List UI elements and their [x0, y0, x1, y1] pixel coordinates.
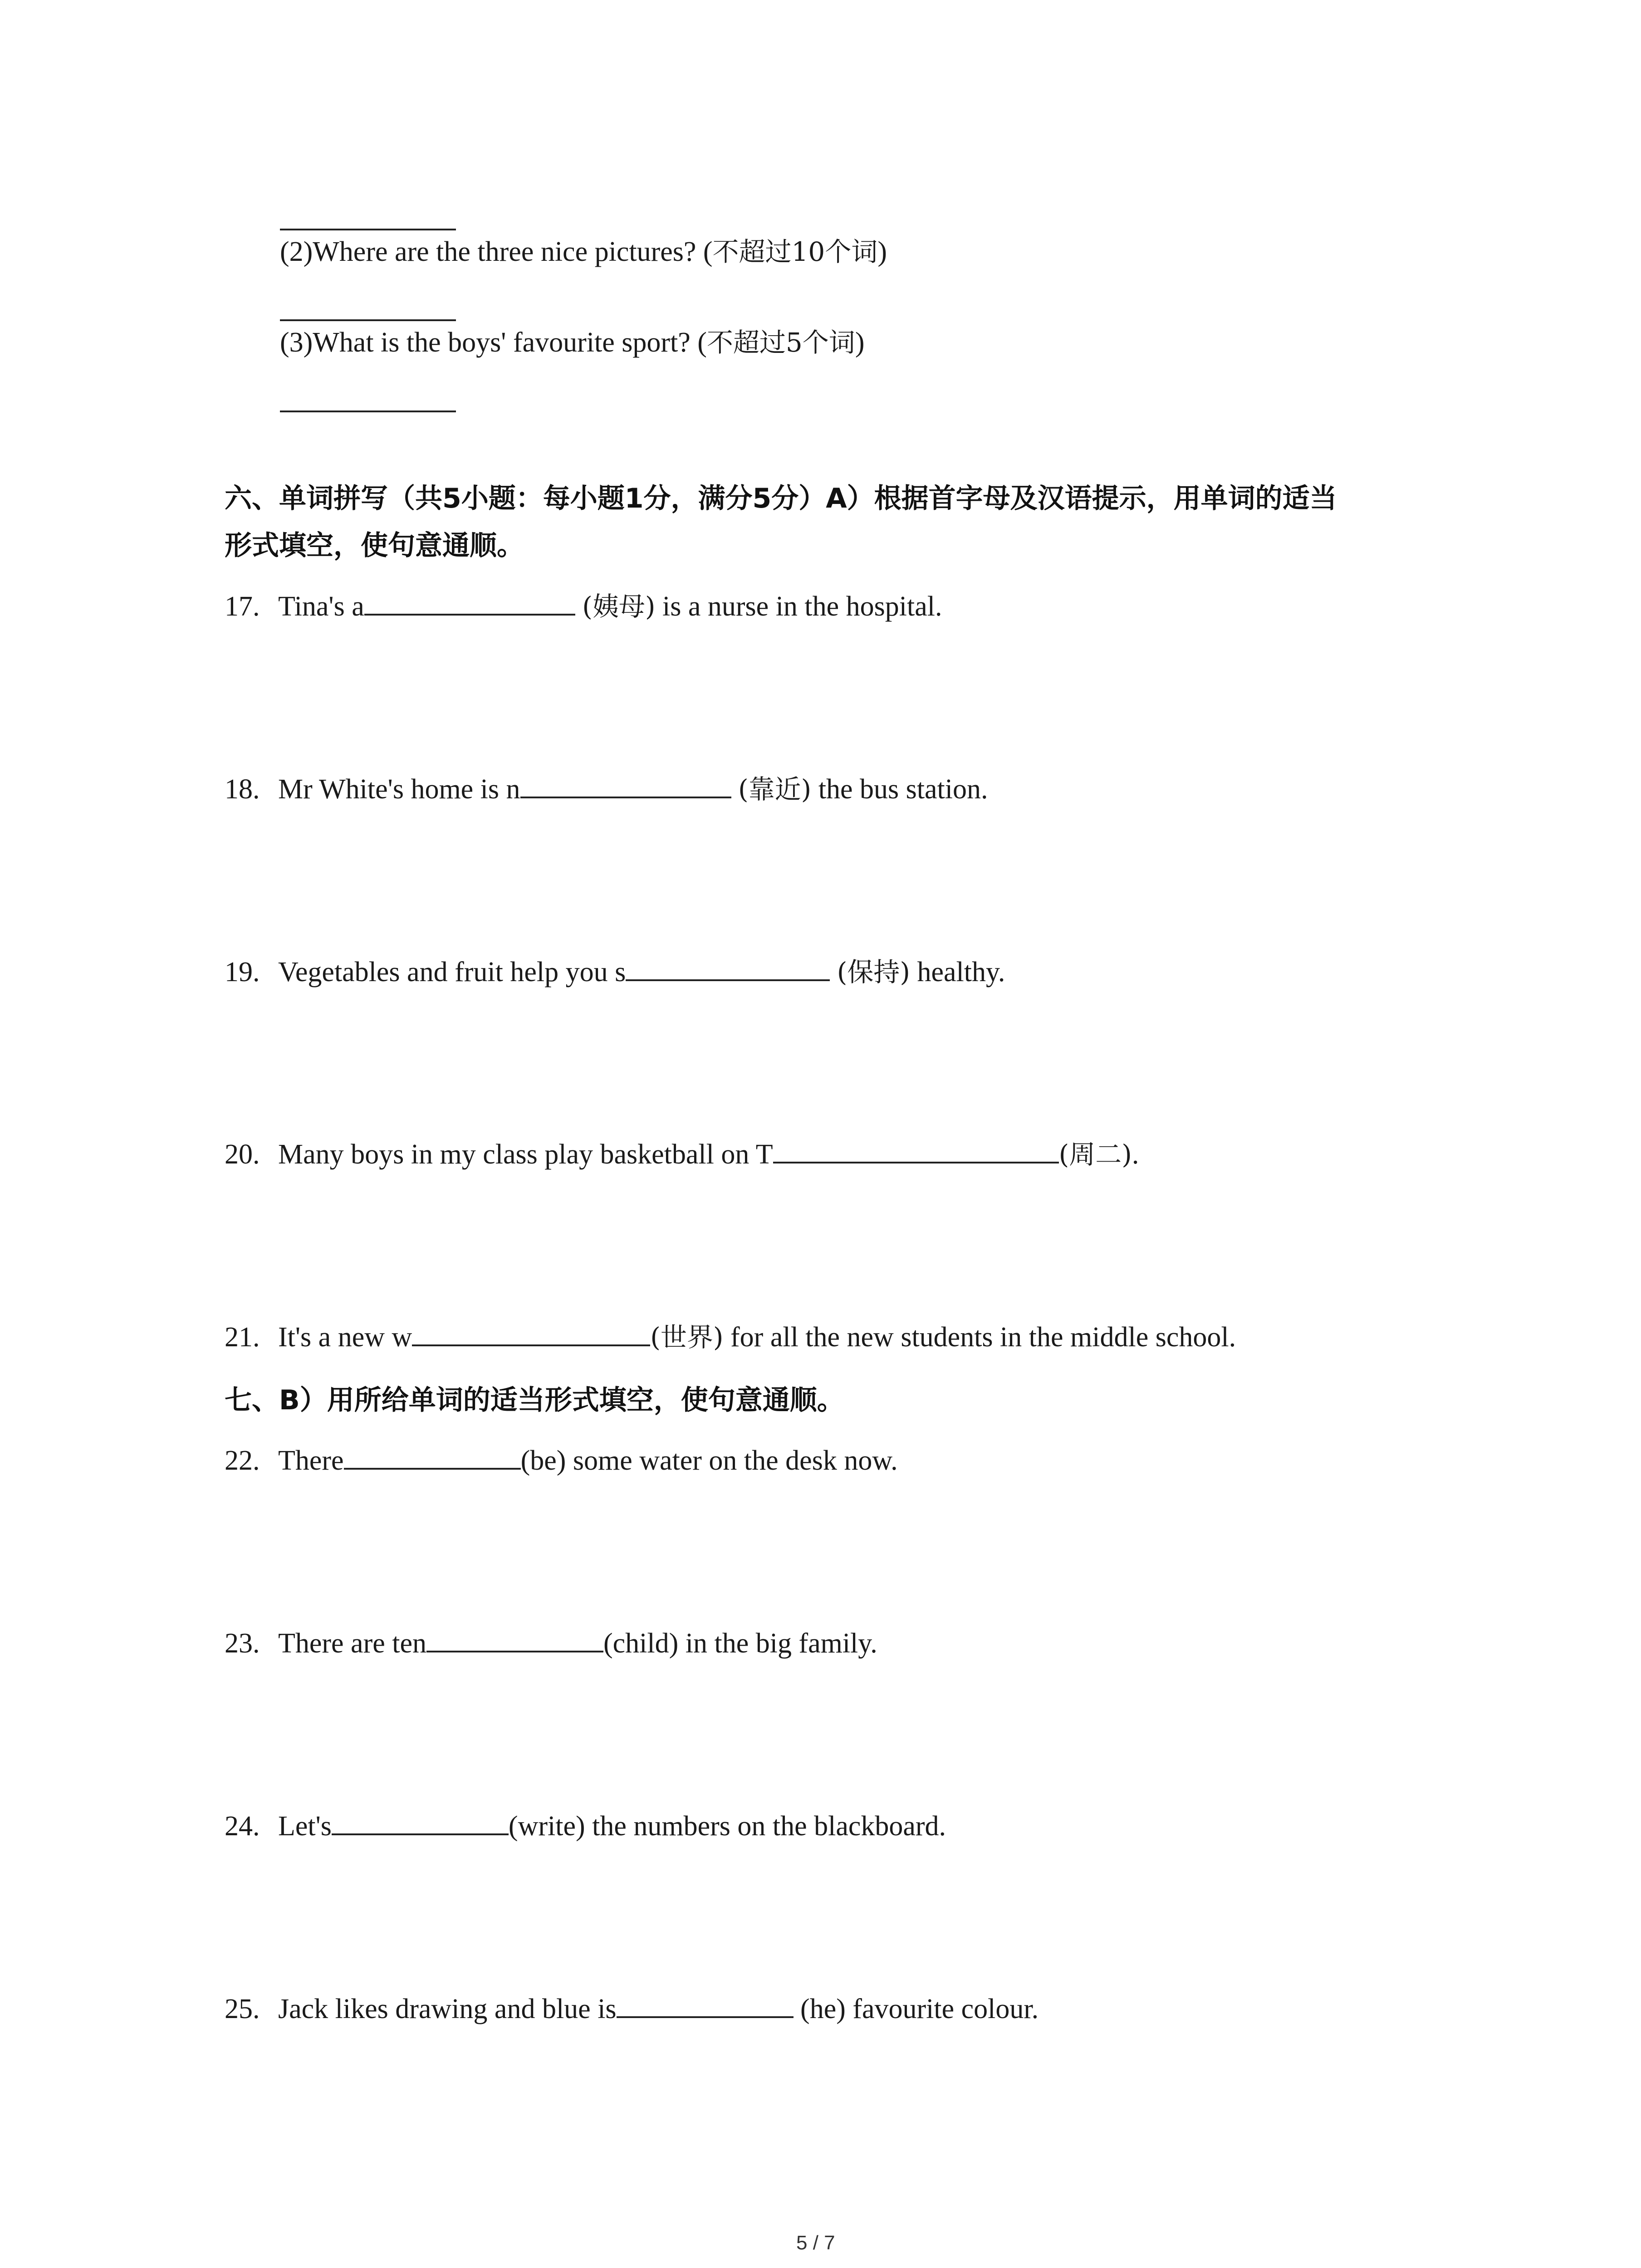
- question-number: 17.: [225, 591, 260, 622]
- question-text: .: [1132, 1139, 1139, 1170]
- question-18: [225, 767, 988, 807]
- question-text: Many boys in my class play basketball on T: [278, 1139, 773, 1170]
- question-number: 25.: [225, 1994, 260, 2024]
- question-5-2: (2)Where are the three nice pictures? (不超过10个词): [280, 236, 887, 267]
- question-5-2-text: (2)Where are the three nice pictures? (: [280, 236, 713, 267]
- hint: (世界): [650, 1322, 724, 1353]
- question-25: [225, 1986, 1038, 2027]
- question-19: [225, 949, 1005, 990]
- hint: (周二): [1058, 1139, 1132, 1170]
- question-5-3-text: (3)What is the boys' favourite sport? (: [280, 327, 707, 358]
- question-text: the bus station.: [811, 774, 988, 805]
- question-text: is a nurse in the hospital.: [655, 591, 942, 622]
- section-7-heading: 七、B）用所给单词的适当形式填空，使句意通顺。: [225, 1384, 844, 1416]
- question-text: Vegetables and fruit help you s: [278, 957, 626, 987]
- hint: (be): [520, 1445, 566, 1476]
- question-text: healthy.: [910, 957, 1005, 987]
- answer-blank[interactable]: [773, 1132, 1059, 1163]
- question-number: 19.: [225, 957, 260, 987]
- question-number: 21.: [225, 1322, 260, 1353]
- answer-blank[interactable]: [617, 1986, 794, 2018]
- answer-line-2[interactable]: [280, 319, 456, 321]
- question-23: [225, 1621, 877, 1662]
- page-number: 5 / 7: [796, 2232, 835, 2254]
- question-20: [225, 1132, 1139, 1173]
- question-text: for all the new students in the middle school.: [723, 1322, 1236, 1353]
- section-6-heading-line-2: 形式填空，使句意通顺。: [225, 530, 524, 562]
- question-text: the numbers on the blackboard.: [585, 1811, 946, 1842]
- question-number: 23.: [225, 1628, 260, 1659]
- section-6-heading-line-1: 六、单词拼写（共5小题：每小题1分，满分5分）A）根据首字母及汉语提示，用单词的适当: [225, 483, 1337, 514]
- question-5-2-limit: 不超过10个词: [712, 236, 878, 267]
- question-24: [225, 1804, 946, 1844]
- answer-blank[interactable]: [344, 1438, 521, 1470]
- question-text: There are ten: [278, 1628, 426, 1659]
- question-text: in the big family.: [678, 1628, 877, 1659]
- answer-blank[interactable]: [412, 1315, 650, 1346]
- answer-blank[interactable]: [426, 1621, 603, 1652]
- question-text: It's a new w: [278, 1322, 412, 1353]
- question-22: [225, 1438, 898, 1479]
- hint: (靠近): [738, 774, 812, 805]
- answer-blank[interactable]: [364, 584, 575, 616]
- question-text: Jack likes drawing and blue is: [278, 1994, 617, 2024]
- answer-blank[interactable]: [332, 1804, 509, 1835]
- question-text: Mr White's home is n: [278, 774, 520, 805]
- hint: (保持): [837, 957, 910, 987]
- question-text: some water on the desk now.: [566, 1445, 898, 1476]
- question-text: Let's: [278, 1811, 332, 1842]
- question-17: [225, 584, 942, 625]
- hint: (he): [800, 1994, 846, 2024]
- hint: (write): [508, 1811, 585, 1842]
- answer-line-3[interactable]: [280, 411, 456, 412]
- question-number: 18.: [225, 774, 260, 805]
- question-number: 24.: [225, 1811, 260, 1842]
- question-text: There: [278, 1445, 344, 1476]
- question-text: favourite colour.: [845, 1994, 1039, 2024]
- question-5-3-limit: 不超过5个词: [706, 327, 855, 358]
- question-number: 22.: [225, 1445, 260, 1476]
- hint: (姨母): [582, 591, 656, 622]
- question-21: [225, 1315, 1236, 1355]
- answer-line-1[interactable]: [280, 229, 456, 230]
- hint: (child): [603, 1628, 679, 1659]
- answer-blank[interactable]: [520, 767, 731, 798]
- question-text: Tina's a: [278, 591, 364, 622]
- question-number: 20.: [225, 1139, 260, 1170]
- question-5-3: (3)What is the boys' favourite sport? (不超过5个词): [280, 327, 865, 358]
- answer-blank[interactable]: [626, 949, 830, 981]
